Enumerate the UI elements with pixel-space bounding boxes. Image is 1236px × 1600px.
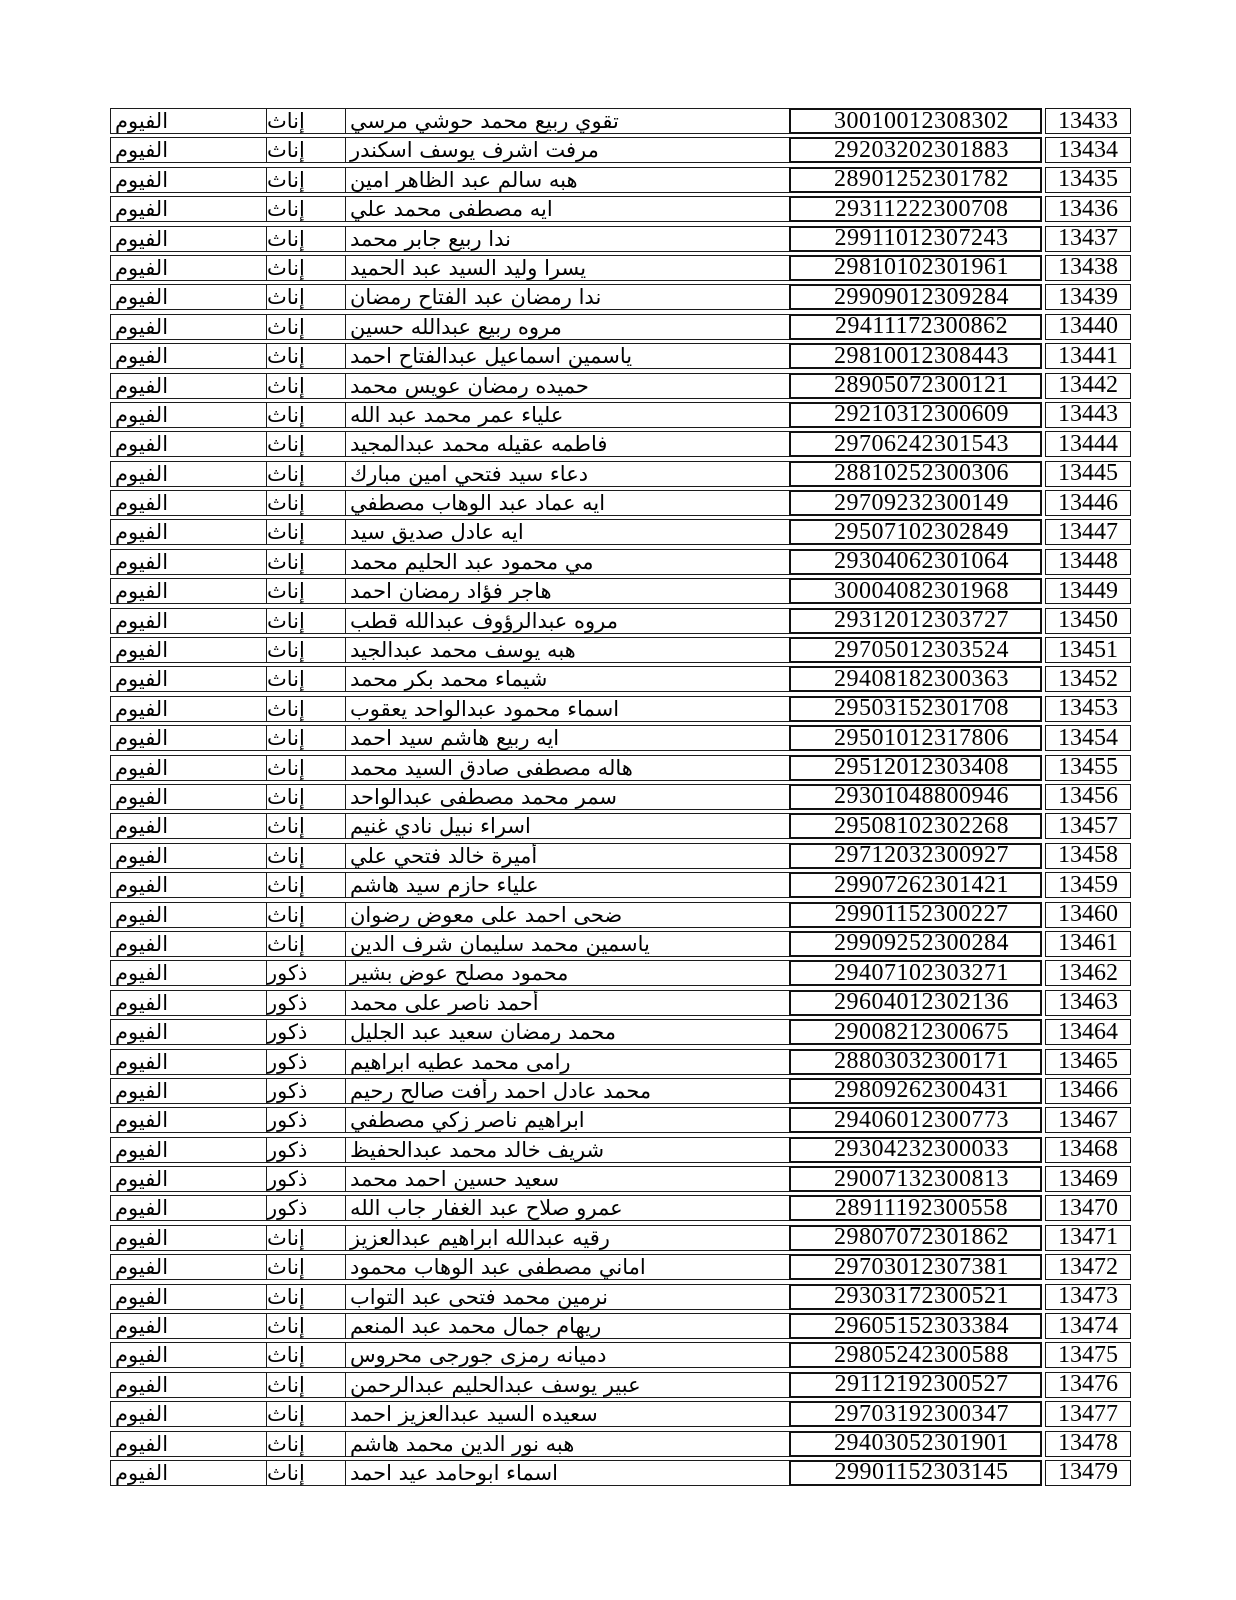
national-id-cell: 29501012317806	[789, 725, 1042, 751]
serial-cell: 13464	[1045, 1019, 1131, 1045]
governorate-cell: الفيوم	[110, 725, 267, 751]
governorate-cell: الفيوم	[110, 666, 267, 692]
governorate-cell: الفيوم	[110, 1137, 267, 1163]
governorate-cell: الفيوم	[110, 167, 267, 193]
gender-cell: ذكور	[266, 1195, 346, 1221]
name-cell: مروه ربيع عبدالله حسين	[345, 314, 790, 340]
governorate-cell: الفيوم	[110, 1372, 267, 1398]
name-cell: عبير يوسف عبدالحليم عبدالرحمن	[345, 1372, 790, 1398]
name-cell: مرفت اشرف يوسف اسكندر	[345, 137, 790, 163]
table-row	[110, 343, 1136, 369]
table-row	[110, 755, 1136, 781]
national-id-cell: 29303172300521	[789, 1284, 1042, 1310]
national-id-cell: 29203202301883	[789, 137, 1042, 163]
governorate-cell: الفيوم	[110, 1460, 267, 1486]
gender-cell: ذكور	[266, 990, 346, 1016]
serial-cell: 13443	[1045, 402, 1131, 428]
governorate-cell: الفيوم	[110, 1166, 267, 1192]
table-row	[110, 578, 1136, 604]
table-row	[110, 960, 1136, 986]
governorate-cell: الفيوم	[110, 226, 267, 252]
governorate-cell: الفيوم	[110, 1313, 267, 1339]
serial-cell: 13444	[1045, 431, 1131, 457]
serial-cell: 13461	[1045, 931, 1131, 957]
national-id-cell: 29007132300813	[789, 1166, 1042, 1192]
governorate-cell: الفيوم	[110, 990, 267, 1016]
name-cell: سعيده السيد عبدالعزيز احمد	[345, 1401, 790, 1427]
governorate-cell: الفيوم	[110, 637, 267, 663]
gender-cell: إناث	[266, 725, 346, 751]
gender-cell: إناث	[266, 813, 346, 839]
national-id-cell: 29901152303145	[789, 1460, 1042, 1486]
gender-cell: إناث	[266, 1313, 346, 1339]
serial-cell: 13465	[1045, 1049, 1131, 1075]
governorate-cell: الفيوم	[110, 461, 267, 487]
national-id-cell: 30010012308302	[789, 108, 1042, 134]
serial-cell: 13458	[1045, 843, 1131, 869]
gender-cell: إناث	[266, 1254, 346, 1280]
table-row	[110, 1195, 1136, 1221]
table-row	[110, 784, 1136, 810]
governorate-cell: الفيوم	[110, 1342, 267, 1368]
gender-cell: ذكور	[266, 1078, 346, 1104]
gender-cell: إناث	[266, 637, 346, 663]
name-cell: ابراهيم ناصر زكي مصطفي	[345, 1107, 790, 1133]
table-row	[110, 461, 1136, 487]
gender-cell: إناث	[266, 1372, 346, 1398]
name-cell: مروه عبدالرؤوف عبدالله قطب	[345, 608, 790, 634]
national-id-cell: 29703012307381	[789, 1254, 1042, 1280]
national-id-cell: 28905072300121	[789, 373, 1042, 399]
national-id-cell: 29712032300927	[789, 843, 1042, 869]
serial-cell: 13438	[1045, 255, 1131, 281]
serial-cell: 13433	[1045, 108, 1131, 134]
national-id-cell: 29406012300773	[789, 1107, 1042, 1133]
governorate-cell: الفيوم	[110, 1401, 267, 1427]
serial-cell: 13460	[1045, 902, 1131, 928]
name-cell: ريهام جمال محمد عبد المنعم	[345, 1313, 790, 1339]
table-row	[110, 990, 1136, 1016]
gender-cell: ذكور	[266, 960, 346, 986]
serial-cell: 13459	[1045, 872, 1131, 898]
national-id-cell: 29503152301708	[789, 696, 1042, 722]
national-id-cell: 29210312300609	[789, 402, 1042, 428]
governorate-cell: الفيوم	[110, 431, 267, 457]
national-id-cell: 29909012309284	[789, 284, 1042, 310]
serial-cell: 13469	[1045, 1166, 1131, 1192]
gender-cell: إناث	[266, 902, 346, 928]
national-id-cell: 29304062301064	[789, 549, 1042, 575]
table-row	[110, 696, 1136, 722]
serial-cell: 13445	[1045, 461, 1131, 487]
national-id-cell: 28810252300306	[789, 461, 1042, 487]
governorate-cell: الفيوم	[110, 1049, 267, 1075]
name-cell: فاطمه عقيله محمد عبدالمجيد	[345, 431, 790, 457]
gender-cell: إناث	[266, 314, 346, 340]
gender-cell: إناث	[266, 373, 346, 399]
gender-cell: إناث	[266, 1431, 346, 1457]
name-cell: رقيه عبدالله ابراهيم عبدالعزيز	[345, 1225, 790, 1251]
governorate-cell: الفيوم	[110, 1078, 267, 1104]
serial-cell: 13435	[1045, 167, 1131, 193]
name-cell: ندا رمضان عبد الفتاح رمضان	[345, 284, 790, 310]
table-row	[110, 637, 1136, 663]
serial-cell: 13478	[1045, 1431, 1131, 1457]
gender-cell: إناث	[266, 226, 346, 252]
gender-cell: إناث	[266, 872, 346, 898]
name-cell: عمرو صلاح عبد الغفار جاب الله	[345, 1195, 790, 1221]
table-row	[110, 1372, 1136, 1398]
serial-cell: 13440	[1045, 314, 1131, 340]
governorate-cell: الفيوم	[110, 608, 267, 634]
gender-cell: إناث	[266, 519, 346, 545]
name-cell: شيماء محمد بكر محمد	[345, 666, 790, 692]
serial-cell: 13455	[1045, 755, 1131, 781]
name-cell: ضحى احمد على معوض رضوان	[345, 902, 790, 928]
governorate-cell: الفيوم	[110, 843, 267, 869]
governorate-cell: الفيوم	[110, 519, 267, 545]
table-row	[110, 1284, 1136, 1310]
table-row	[110, 1342, 1136, 1368]
governorate-cell: الفيوم	[110, 902, 267, 928]
gender-cell: إناث	[266, 1284, 346, 1310]
table-row	[110, 314, 1136, 340]
serial-cell: 13439	[1045, 284, 1131, 310]
gender-cell: إناث	[266, 1460, 346, 1486]
table-row	[110, 108, 1136, 134]
national-id-cell: 29810012308443	[789, 343, 1042, 369]
table-row	[110, 608, 1136, 634]
governorate-cell: الفيوم	[110, 255, 267, 281]
name-cell: ياسمين محمد سليمان شرف الدين	[345, 931, 790, 957]
name-cell: رامى محمد عطيه ابراهيم	[345, 1049, 790, 1075]
governorate-cell: الفيوم	[110, 1284, 267, 1310]
serial-cell: 13436	[1045, 196, 1131, 222]
governorate-cell: الفيوم	[110, 578, 267, 604]
name-cell: أميرة خالد فتحي علي	[345, 843, 790, 869]
national-id-cell: 29508102302268	[789, 813, 1042, 839]
governorate-cell: الفيوم	[110, 784, 267, 810]
serial-cell: 13466	[1045, 1078, 1131, 1104]
governorate-cell: الفيوم	[110, 1225, 267, 1251]
serial-cell: 13468	[1045, 1137, 1131, 1163]
national-id-cell: 29705012303524	[789, 637, 1042, 663]
name-cell: علياء عمر محمد عبد الله	[345, 402, 790, 428]
serial-cell: 13446	[1045, 490, 1131, 516]
name-cell: محمد عادل احمد رأفت صالح رحيم	[345, 1078, 790, 1104]
gender-cell: إناث	[266, 696, 346, 722]
name-cell: شريف خالد محمد عبدالحفيظ	[345, 1137, 790, 1163]
table-row	[110, 1460, 1136, 1486]
gender-cell: إناث	[266, 167, 346, 193]
national-id-cell: 29911012307243	[789, 226, 1042, 252]
table-row	[110, 843, 1136, 869]
table-row	[110, 373, 1136, 399]
serial-cell: 13449	[1045, 578, 1131, 604]
national-id-cell: 29312012303727	[789, 608, 1042, 634]
table-row	[110, 549, 1136, 575]
gender-cell: إناث	[266, 666, 346, 692]
national-id-cell: 29703192300347	[789, 1401, 1042, 1427]
serial-cell: 13462	[1045, 960, 1131, 986]
gender-cell: إناث	[266, 343, 346, 369]
serial-cell: 13442	[1045, 373, 1131, 399]
serial-cell: 13477	[1045, 1401, 1131, 1427]
records-table	[110, 108, 1136, 1489]
name-cell: هبه يوسف محمد عبدالجيد	[345, 637, 790, 663]
table-row	[110, 167, 1136, 193]
table-row	[110, 902, 1136, 928]
serial-cell: 13475	[1045, 1342, 1131, 1368]
gender-cell: إناث	[266, 931, 346, 957]
national-id-cell: 29512012303408	[789, 755, 1042, 781]
national-id-cell: 29901152300227	[789, 902, 1042, 928]
gender-cell: إناث	[266, 490, 346, 516]
table-row	[110, 1107, 1136, 1133]
table-row	[110, 137, 1136, 163]
governorate-cell: الفيوم	[110, 196, 267, 222]
table-row	[110, 1078, 1136, 1104]
serial-cell: 13450	[1045, 608, 1131, 634]
governorate-cell: الفيوم	[110, 1019, 267, 1045]
governorate-cell: الفيوم	[110, 1195, 267, 1221]
gender-cell: إناث	[266, 108, 346, 134]
gender-cell: إناث	[266, 196, 346, 222]
serial-cell: 13473	[1045, 1284, 1131, 1310]
table-row	[110, 402, 1136, 428]
table-row	[110, 1019, 1136, 1045]
gender-cell: إناث	[266, 1342, 346, 1368]
name-cell: محمود مصلح عوض بشير	[345, 960, 790, 986]
governorate-cell: الفيوم	[110, 314, 267, 340]
name-cell: اماني مصطفى عبد الوهاب محمود	[345, 1254, 790, 1280]
national-id-cell: 29604012302136	[789, 990, 1042, 1016]
name-cell: اسراء نبيل نادي غنيم	[345, 813, 790, 839]
national-id-cell: 29807072301862	[789, 1225, 1042, 1251]
national-id-cell: 29311222300708	[789, 196, 1042, 222]
governorate-cell: الفيوم	[110, 931, 267, 957]
name-cell: سمر محمد مصطفى عبدالواحد	[345, 784, 790, 810]
national-id-cell: 29304232300033	[789, 1137, 1042, 1163]
national-id-cell: 29809262300431	[789, 1078, 1042, 1104]
gender-cell: إناث	[266, 284, 346, 310]
governorate-cell: الفيوم	[110, 108, 267, 134]
national-id-cell: 28911192300558	[789, 1195, 1042, 1221]
serial-cell: 13434	[1045, 137, 1131, 163]
national-id-cell: 29810102301961	[789, 255, 1042, 281]
governorate-cell: الفيوم	[110, 872, 267, 898]
national-id-cell: 29706242301543	[789, 431, 1042, 457]
gender-cell: إناث	[266, 1225, 346, 1251]
name-cell: علياء حازم سيد هاشم	[345, 872, 790, 898]
name-cell: ايه عادل صديق سيد	[345, 519, 790, 545]
table-row	[110, 1225, 1136, 1251]
national-id-cell: 29008212300675	[789, 1019, 1042, 1045]
governorate-cell: الفيوم	[110, 402, 267, 428]
governorate-cell: الفيوم	[110, 284, 267, 310]
table-row	[110, 519, 1136, 545]
name-cell: سعيد حسين احمد محمد	[345, 1166, 790, 1192]
governorate-cell: الفيوم	[110, 755, 267, 781]
serial-cell: 13470	[1045, 1195, 1131, 1221]
table-row	[110, 666, 1136, 692]
governorate-cell: الفيوم	[110, 1254, 267, 1280]
serial-cell: 13471	[1045, 1225, 1131, 1251]
serial-cell: 13453	[1045, 696, 1131, 722]
national-id-cell: 30004082301968	[789, 578, 1042, 604]
table-row	[110, 1049, 1136, 1075]
national-id-cell: 29909252300284	[789, 931, 1042, 957]
table-row	[110, 1166, 1136, 1192]
serial-cell: 13452	[1045, 666, 1131, 692]
national-id-cell: 29709232300149	[789, 490, 1042, 516]
governorate-cell: الفيوم	[110, 1431, 267, 1457]
name-cell: هاله مصطفى صادق السيد محمد	[345, 755, 790, 781]
governorate-cell: الفيوم	[110, 813, 267, 839]
table-row	[110, 255, 1136, 281]
serial-cell: 13451	[1045, 637, 1131, 663]
table-row	[110, 1431, 1136, 1457]
national-id-cell: 29408182300363	[789, 666, 1042, 692]
governorate-cell: الفيوم	[110, 696, 267, 722]
table-row	[110, 813, 1136, 839]
governorate-cell: الفيوم	[110, 373, 267, 399]
governorate-cell: الفيوم	[110, 1107, 267, 1133]
table-row	[110, 872, 1136, 898]
gender-cell: ذكور	[266, 1049, 346, 1075]
name-cell: ياسمين اسماعيل عبدالفتاح احمد	[345, 343, 790, 369]
serial-cell: 13479	[1045, 1460, 1131, 1486]
gender-cell: إناث	[266, 461, 346, 487]
name-cell: تقوي ربيع محمد حوشي مرسي	[345, 108, 790, 134]
name-cell: اسماء محمود عبدالواحد يعقوب	[345, 696, 790, 722]
table-row	[110, 931, 1136, 957]
name-cell: حميده رمضان عويس محمد	[345, 373, 790, 399]
gender-cell: إناث	[266, 1401, 346, 1427]
national-id-cell: 29407102303271	[789, 960, 1042, 986]
name-cell: يسرا وليد السيد عبد الحميد	[345, 255, 790, 281]
table-row	[110, 284, 1136, 310]
national-id-cell: 29411172300862	[789, 314, 1042, 340]
gender-cell: إناث	[266, 402, 346, 428]
gender-cell: ذكور	[266, 1019, 346, 1045]
table-row	[110, 725, 1136, 751]
table-row	[110, 1313, 1136, 1339]
gender-cell: إناث	[266, 549, 346, 575]
serial-cell: 13463	[1045, 990, 1131, 1016]
serial-cell: 13454	[1045, 725, 1131, 751]
name-cell: نرمين محمد فتحى عبد التواب	[345, 1284, 790, 1310]
serial-cell: 13448	[1045, 549, 1131, 575]
governorate-cell: الفيوم	[110, 137, 267, 163]
table-row	[110, 226, 1136, 252]
serial-cell: 13472	[1045, 1254, 1131, 1280]
gender-cell: إناث	[266, 608, 346, 634]
gender-cell: إناث	[266, 755, 346, 781]
national-id-cell: 29112192300527	[789, 1372, 1042, 1398]
gender-cell: إناث	[266, 255, 346, 281]
name-cell: أحمد ناصر على محمد	[345, 990, 790, 1016]
name-cell: محمد رمضان سعيد عبد الجليل	[345, 1019, 790, 1045]
table-row	[110, 1254, 1136, 1280]
table-row	[110, 196, 1136, 222]
serial-cell: 13437	[1045, 226, 1131, 252]
national-id-cell: 29805242300588	[789, 1342, 1042, 1368]
national-id-cell: 29605152303384	[789, 1313, 1042, 1339]
table-row	[110, 431, 1136, 457]
name-cell: ايه مصطفى محمد علي	[345, 196, 790, 222]
table-row	[110, 1401, 1136, 1427]
serial-cell: 13476	[1045, 1372, 1131, 1398]
name-cell: هبه سالم عبد الظاهر امين	[345, 167, 790, 193]
national-id-cell: 29507102302849	[789, 519, 1042, 545]
serial-cell: 13456	[1045, 784, 1131, 810]
name-cell: هاجر فؤاد رمضان احمد	[345, 578, 790, 604]
gender-cell: إناث	[266, 137, 346, 163]
national-id-cell: 28803032300171	[789, 1049, 1042, 1075]
gender-cell: ذكور	[266, 1166, 346, 1192]
national-id-cell: 29301048800946	[789, 784, 1042, 810]
name-cell: ندا ربيع جابر محمد	[345, 226, 790, 252]
gender-cell: إناث	[266, 431, 346, 457]
gender-cell: إناث	[266, 578, 346, 604]
serial-cell: 13441	[1045, 343, 1131, 369]
serial-cell: 13474	[1045, 1313, 1131, 1339]
name-cell: دميانه رمزى جورجى محروس	[345, 1342, 790, 1368]
national-id-cell: 29907262301421	[789, 872, 1042, 898]
gender-cell: إناث	[266, 784, 346, 810]
gender-cell: إناث	[266, 843, 346, 869]
name-cell: اسماء ابوحامد عيد احمد	[345, 1460, 790, 1486]
governorate-cell: الفيوم	[110, 549, 267, 575]
table-row	[110, 1137, 1136, 1163]
name-cell: هبه نور الدين محمد هاشم	[345, 1431, 790, 1457]
governorate-cell: الفيوم	[110, 490, 267, 516]
name-cell: ايه ربيع هاشم سيد احمد	[345, 725, 790, 751]
serial-cell: 13467	[1045, 1107, 1131, 1133]
name-cell: ايه عماد عبد الوهاب مصطفي	[345, 490, 790, 516]
name-cell: مي محمود عبد الحليم محمد	[345, 549, 790, 575]
national-id-cell: 29403052301901	[789, 1431, 1042, 1457]
serial-cell: 13457	[1045, 813, 1131, 839]
governorate-cell: الفيوم	[110, 343, 267, 369]
name-cell: دعاء سيد فتحي امين مبارك	[345, 461, 790, 487]
gender-cell: ذكور	[266, 1137, 346, 1163]
gender-cell: ذكور	[266, 1107, 346, 1133]
national-id-cell: 28901252301782	[789, 167, 1042, 193]
table-row	[110, 490, 1136, 516]
serial-cell: 13447	[1045, 519, 1131, 545]
governorate-cell: الفيوم	[110, 960, 267, 986]
